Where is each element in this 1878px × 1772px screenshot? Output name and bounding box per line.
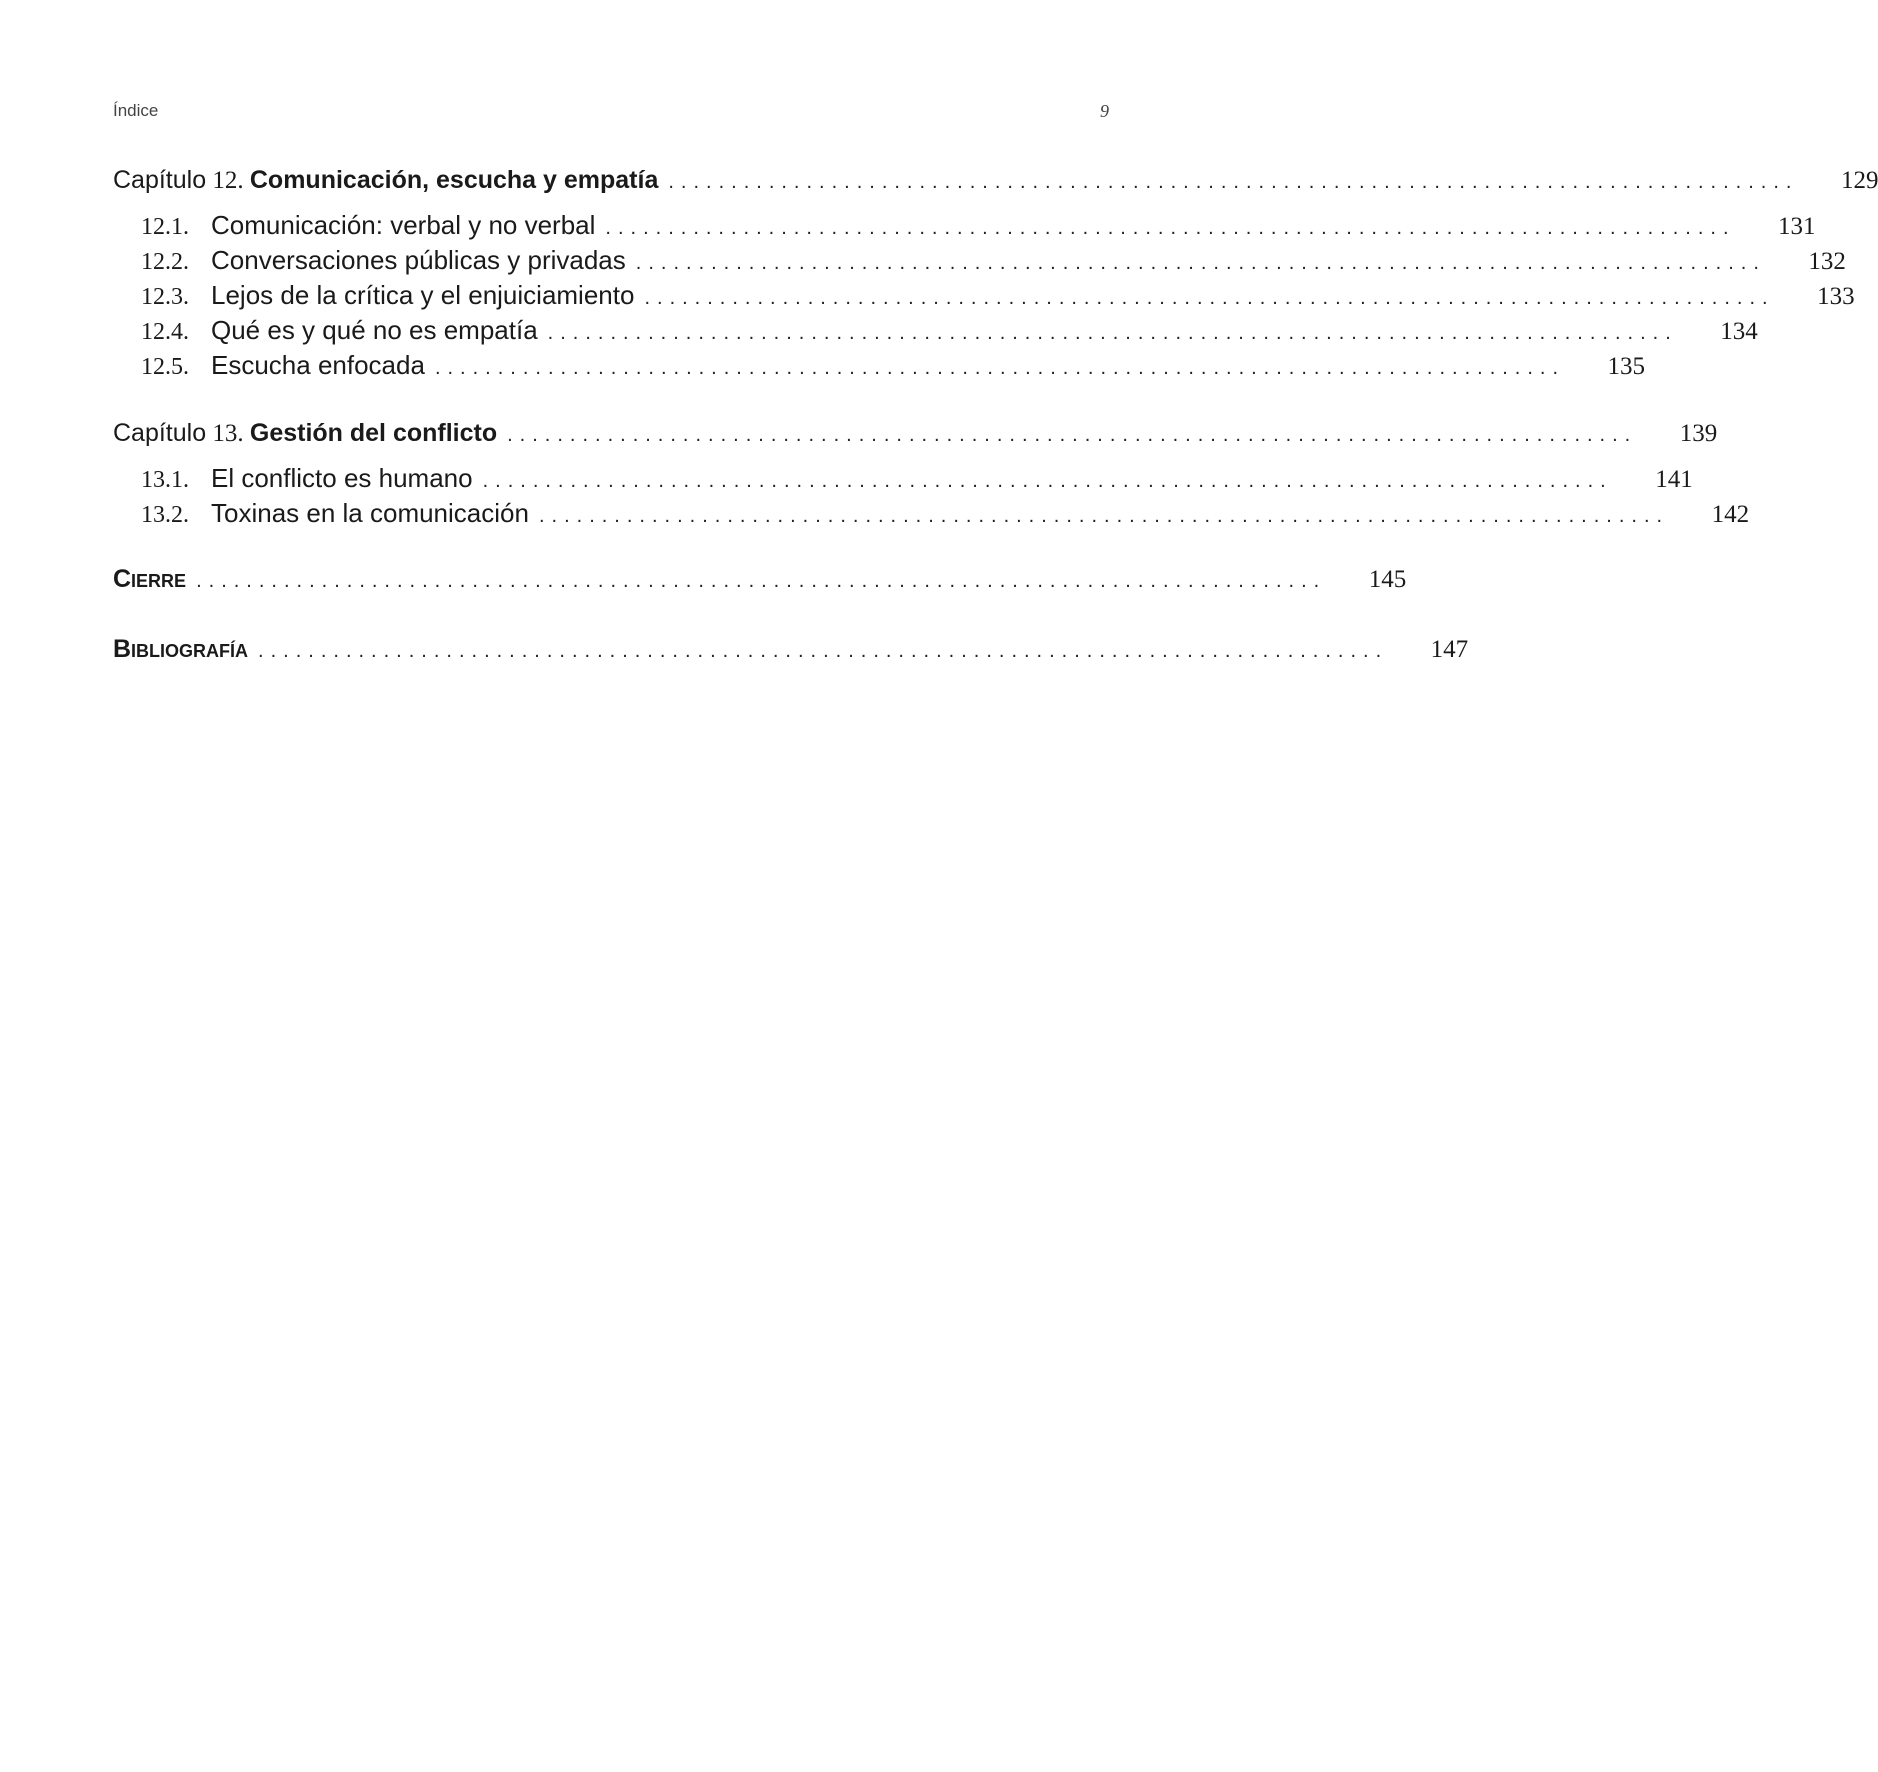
toc-chapter-12[interactable]: [113, 166, 1878, 204]
running-head-title: Índice: [113, 101, 159, 120]
section-title: Qué es y qué no es empatía: [211, 315, 538, 345]
toc-section[interactable]: [113, 350, 1646, 385]
section-title: El conflicto es humano: [211, 463, 473, 493]
section-page: 142: [1711, 501, 1750, 528]
chapter-page: 129: [1840, 167, 1878, 194]
chapter-prefix: Capítulo: [113, 419, 207, 447]
section-title: Escucha enfocada: [211, 350, 425, 380]
chapter-number: 13.: [212, 420, 244, 447]
chapter-prefix: Capítulo: [113, 166, 207, 194]
section-page: 141: [1655, 466, 1693, 493]
section-number: 12.5.: [141, 354, 189, 380]
section-number: 12.3.: [141, 284, 189, 310]
section-number: 12.4.: [141, 319, 189, 345]
table-of-contents: [113, 166, 1878, 673]
dot-leader: ..........................................................................................: [644, 287, 1775, 309]
toc-section[interactable]: [113, 315, 1758, 350]
back-matter-page: 145: [1368, 566, 1407, 593]
section-title: Toxinas en la comunicación: [211, 498, 529, 528]
section-number: 12.2.: [141, 249, 189, 275]
back-matter-title: Cierre: [113, 565, 187, 593]
dot-leader: ..........................................................................................: [258, 640, 1389, 662]
section-number: 12.1.: [141, 214, 189, 240]
page-number: 9: [1100, 101, 1109, 121]
dot-leader: ..........................................................................................: [482, 470, 1613, 492]
section-title: Comunicación: verbal y no verbal: [211, 210, 596, 240]
back-matter-title: Bibliografía: [113, 635, 249, 663]
toc-section[interactable]: [113, 245, 1846, 280]
dot-leader: ..........................................................................................: [538, 505, 1670, 527]
section-number: 13.1.: [141, 467, 189, 493]
section-page: 133: [1817, 283, 1855, 310]
toc-chapter-13[interactable]: [113, 419, 1718, 457]
section-title: Conversaciones públicas y privadas: [211, 245, 626, 275]
toc-section[interactable]: [113, 280, 1855, 315]
section-page: 131: [1778, 213, 1816, 240]
toc-section[interactable]: [113, 463, 1693, 498]
section-title: Lejos de la crítica y el enjuiciamiento: [211, 280, 635, 310]
back-matter-page: 147: [1430, 636, 1469, 663]
dot-leader: ..........................................................................................: [434, 357, 1566, 379]
section-page: 134: [1720, 318, 1758, 345]
dot-leader: ..........................................................................................: [605, 217, 1736, 239]
toc-section[interactable]: [113, 210, 1816, 245]
toc-cierre[interactable]: [113, 565, 1407, 603]
dot-leader: ..........................................................................................: [196, 570, 1327, 592]
dot-leader: ..........................................................................................: [635, 252, 1766, 274]
section-page: 132: [1808, 248, 1846, 275]
running-head: [113, 101, 1109, 122]
section-page: 135: [1607, 353, 1646, 380]
dot-leader: ..........................................................................................: [507, 424, 1638, 446]
toc-bibliografia[interactable]: [113, 635, 1469, 673]
chapter-page: 139: [1679, 420, 1718, 447]
chapter-title: Gestión del conflicto: [249, 419, 498, 447]
chapter-number: 12.: [212, 167, 244, 194]
dot-leader: ..........................................................................................: [547, 322, 1678, 344]
toc-section[interactable]: [113, 498, 1750, 533]
chapter-title: Comunicación, escucha y empatía: [249, 166, 659, 194]
dot-leader: ..........................................................................................: [668, 171, 1799, 193]
section-number: 13.2.: [141, 502, 189, 528]
